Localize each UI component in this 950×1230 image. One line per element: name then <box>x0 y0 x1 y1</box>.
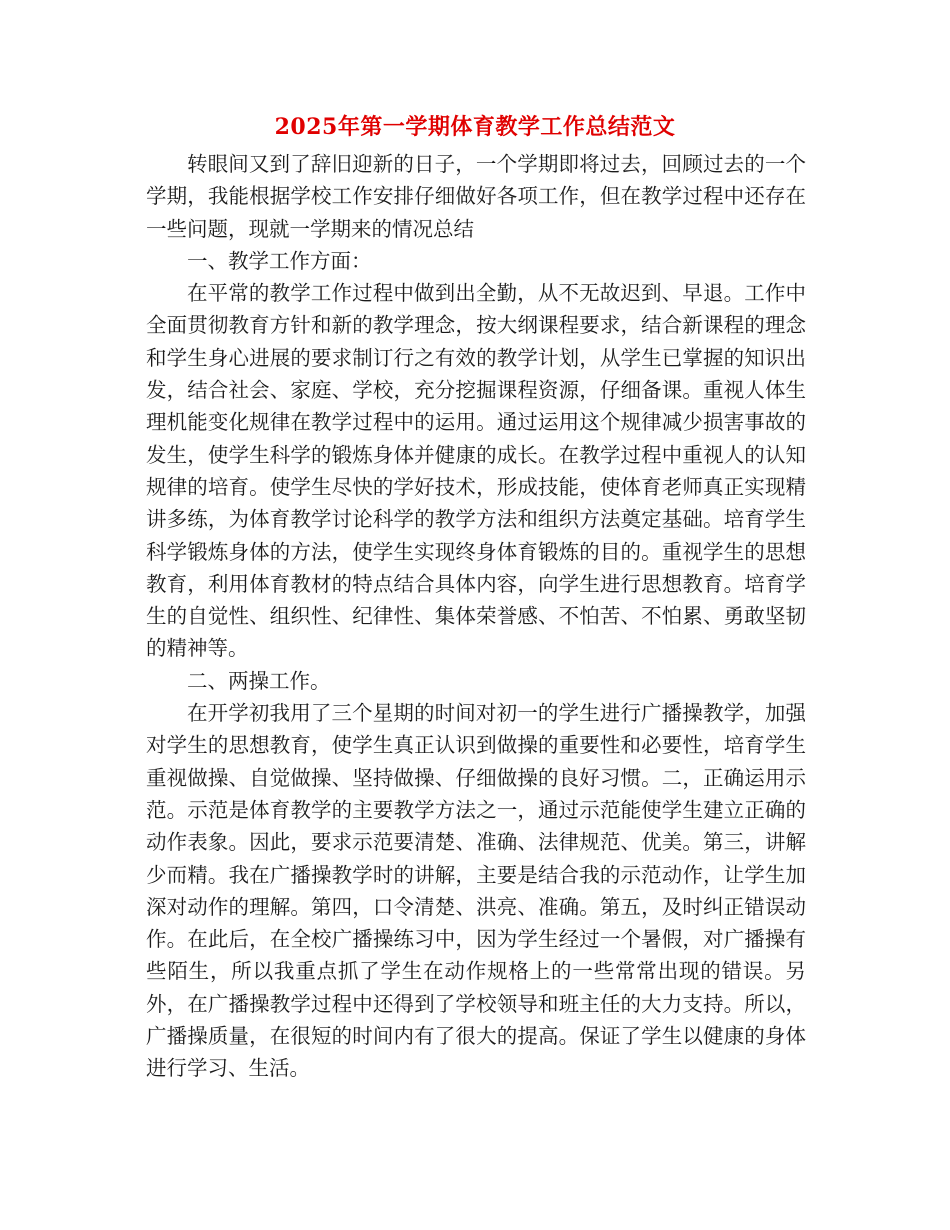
document-body <box>146 148 806 1085</box>
paragraph-teaching: 在平常的教学工作过程中做到出全勤，从不无故迟到、早退。工作中全面贯彻教育方针和新的教学理念，按大纲课程要求，结合新课程的理念和学生身心进展的要求制订行之有效的教学计划，从学生已掌握的知识出发，结合社会、家庭、学校，充分挖掘课程资源，仔细备课。重视人体生理机能变化规律在教学过程中的运用。通过运用这个规律减少损害事故的发生，使学生科学的锻炼身体并健康的成长。在教学过程中重视人的认知规律的培育。使学生尽快的学好技术，形成技能，使体育老师真正实现精讲多练，为体育教学讨论科学的教学方法和组织方法奠定基础。培育学生科学锻炼身体的方法，使学生实现终身体育锻炼的目的。重视学生的思想教育，利用体育教材的特点结合具体内容，向学生进行思想教育。培育学生的自觉性、组织性、纪律性、集体荣誉感、不怕苦、不怕累、勇敢坚韧的精神等。 <box>146 281 806 661</box>
document-title: 2025年第一学期体育教学工作总结范文 <box>274 114 676 140</box>
section-heading-exercises: 二、两操工作。 <box>187 668 331 693</box>
paragraph-exercises: 在开学初我用了三个星期的时间对初一的学生进行广播操教学，加强对学生的思想教育，使学生真正认识到做操的重要性和必要性，培育学生重视做操、自觉做操、坚持做操、仔细做操的良好习惯。二，正确运用示范。示范是体育教学的主要教学方法之一，通过示范能使学生建立正确的动作表象。因此，要求示范要清楚、准确、法律规范、优美。第三，讲解少而精。我在广播操教学时的讲解，主要是结合我的示范动作，让学生加深对动作的理解。第四，口令清楚、洪亮、准确。第五，及时纠正错误动作。在此后，在全校广播操练习中，因为学生经过一个暑假，对广播操有些陌生，所以我重点抓了学生在动作规格上的一些常常出现的错误。另外，在广播操教学过程中还得到了学校领导和班主任的大力支持。所以，广播操质量，在很短的时间内有了很大的提高。保证了学生以健康的身体进行学习、生活。 <box>146 701 806 1081</box>
paragraph-intro: 转眼间又到了辞旧迎新的日子，一个学期即将过去，回顾过去的一个学期，我能根据学校工作安排仔细做好各项工作，但在教学过程中还存在一些问题，现就一学期来的情况总结 <box>146 152 806 241</box>
section-heading-teaching: 一、教学工作方面： <box>187 248 372 273</box>
